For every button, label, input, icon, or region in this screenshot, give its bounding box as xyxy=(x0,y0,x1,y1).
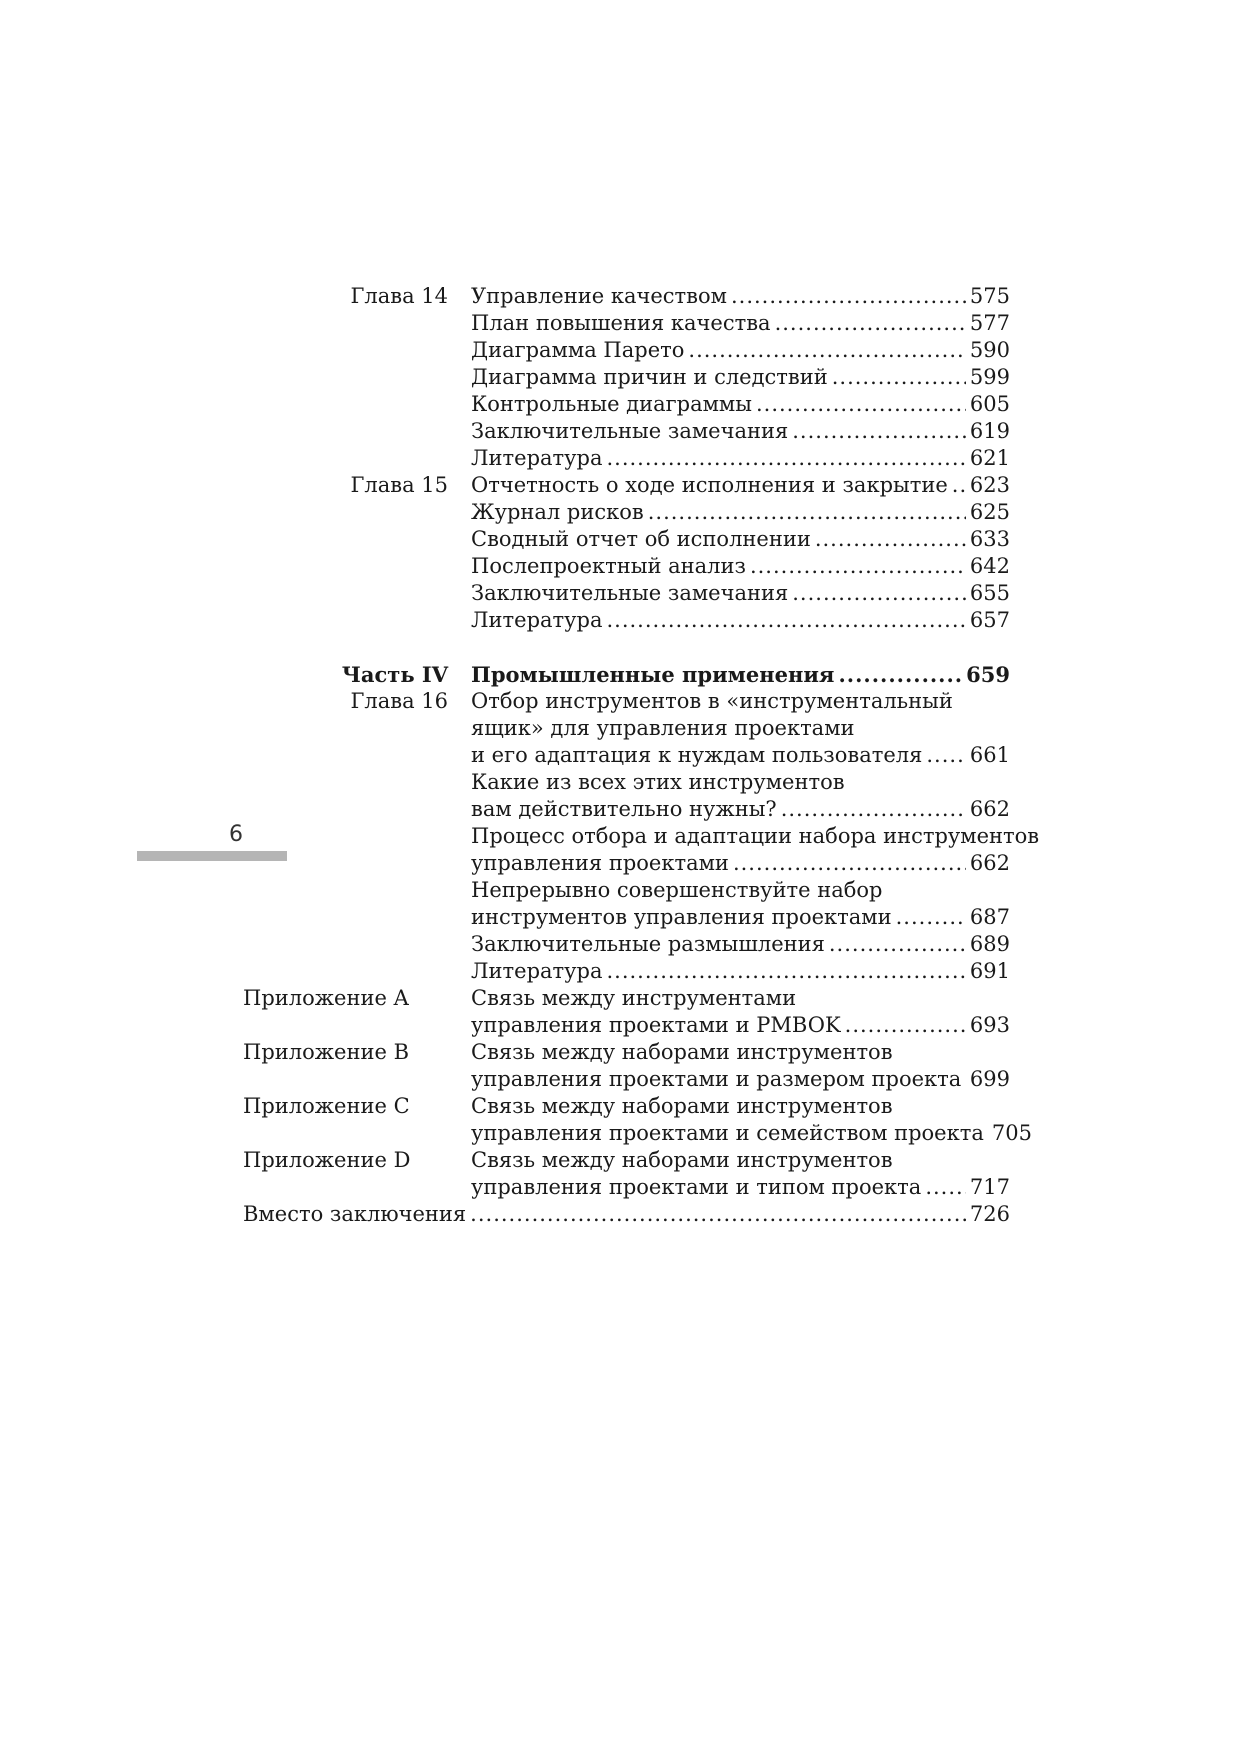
toc-entry[interactable] xyxy=(471,553,1010,580)
toc-title: Литература xyxy=(471,608,603,632)
toc-title: Связь между наборами инструментов xyxy=(471,1148,893,1172)
toc-entry[interactable] xyxy=(471,1012,1010,1039)
toc-title: Диаграмма причин и следствий xyxy=(471,365,828,389)
toc-row xyxy=(300,1174,1010,1201)
toc-title: ящик» для управления проектами xyxy=(471,716,855,740)
toc-title: управления проектами и размером проекта xyxy=(471,1067,962,1091)
toc-title: Какие из всех этих инструментов xyxy=(471,770,845,794)
page-number-bar xyxy=(137,851,287,861)
toc-row xyxy=(300,364,1010,391)
toc-entry[interactable] xyxy=(471,1093,1010,1120)
toc-entry[interactable] xyxy=(471,877,1010,904)
toc-title: Вместо заключения xyxy=(243,1202,467,1226)
leader-dots xyxy=(896,904,966,931)
toc-row xyxy=(300,418,1010,445)
toc-entry[interactable] xyxy=(471,445,1010,472)
toc-entry[interactable] xyxy=(471,283,1010,310)
toc-entry[interactable] xyxy=(471,580,1010,607)
toc-page: 599 xyxy=(969,365,1010,389)
toc-title: План повышения качества xyxy=(471,311,771,335)
leader-dots xyxy=(832,364,966,391)
leader-dots xyxy=(688,337,966,364)
toc-page: 577 xyxy=(969,311,1010,335)
table-of-contents xyxy=(243,283,1040,1228)
toc-title: Журнал рисков xyxy=(471,500,644,524)
toc-chapter-label: Глава 15 xyxy=(350,473,448,497)
toc-entry[interactable] xyxy=(471,1039,1010,1066)
leader-dots xyxy=(750,553,966,580)
toc-title: Связь между наборами инструментов xyxy=(471,1040,893,1064)
leader-dots xyxy=(815,526,966,553)
toc-title: Непрерывно совершенствуйте набор xyxy=(471,878,883,902)
toc-entry[interactable] xyxy=(471,607,1010,634)
toc-row xyxy=(300,715,1010,742)
leader-dots xyxy=(952,472,966,499)
toc-appendix-label: Приложение A xyxy=(243,986,409,1010)
toc-appendix-label: Приложение B xyxy=(243,1040,410,1064)
toc-title: Заключительные замечания xyxy=(471,419,789,443)
page-number: 6 xyxy=(229,822,243,847)
toc-page: 605 xyxy=(969,392,1010,416)
toc-page: 655 xyxy=(969,581,1010,605)
toc-title: Послепроектный анализ xyxy=(471,554,746,578)
toc-page: 642 xyxy=(969,554,1010,578)
toc-page: 662 xyxy=(969,851,1010,875)
leader-dots xyxy=(606,445,965,472)
toc-page: 699 xyxy=(969,1067,1010,1091)
toc-row xyxy=(300,391,1010,418)
leader-dots xyxy=(733,850,966,877)
section-spacer xyxy=(300,634,1010,661)
toc-page: 689 xyxy=(969,932,1010,956)
toc-title: Процесс отбора и адаптации набора инструментов xyxy=(471,824,1040,848)
toc-row xyxy=(243,1039,1010,1066)
toc-page: 633 xyxy=(969,527,1010,551)
toc-entry[interactable] xyxy=(471,688,1010,715)
toc-appendix-label: Приложение D xyxy=(243,1148,411,1172)
leader-dots xyxy=(838,661,962,688)
toc-title: Связь между наборами инструментов xyxy=(471,1094,893,1118)
toc-entry[interactable] xyxy=(471,310,1010,337)
toc-entry[interactable] xyxy=(471,742,1010,769)
toc-entry[interactable] xyxy=(471,769,1010,796)
toc-title: Связь между инструментами xyxy=(471,986,797,1010)
toc-page: 659 xyxy=(966,662,1010,687)
toc-title: Диаграмма Парето xyxy=(471,338,685,362)
toc-page: 621 xyxy=(969,446,1010,470)
toc-page: 623 xyxy=(969,473,1010,497)
toc-row xyxy=(243,1093,1010,1120)
toc-row xyxy=(300,553,1010,580)
leader-dots xyxy=(606,607,965,634)
toc-entry[interactable] xyxy=(471,337,1010,364)
leader-dots xyxy=(781,796,966,823)
toc-entry[interactable] xyxy=(471,1120,1032,1147)
toc-row xyxy=(300,823,1040,850)
toc-row xyxy=(300,742,1010,769)
toc-page: 662 xyxy=(969,797,1010,821)
toc-title: инструментов управления проектами xyxy=(471,905,892,929)
leader-dots xyxy=(925,1174,966,1201)
toc-title: управления проектами и семейством проекта xyxy=(471,1121,984,1145)
toc-row xyxy=(300,310,1010,337)
toc-title: Отчетность о ходе исполнения и закрытие xyxy=(471,473,948,497)
toc-row-part xyxy=(300,661,1010,688)
toc-page: 575 xyxy=(969,284,1010,308)
toc-entry[interactable] xyxy=(471,985,1010,1012)
toc-chapter-label: Глава 14 xyxy=(350,284,448,308)
toc-row xyxy=(300,877,1010,904)
leader-dots xyxy=(829,931,966,958)
toc-page: 726 xyxy=(969,1202,1010,1226)
toc-entry[interactable] xyxy=(471,526,1010,553)
toc-page: 590 xyxy=(969,338,1010,362)
toc-entry[interactable] xyxy=(471,418,1010,445)
toc-page: 625 xyxy=(969,500,1010,524)
toc-row xyxy=(243,1201,1010,1228)
toc-title: управления проектами и PMBOK xyxy=(471,1013,841,1037)
toc-row xyxy=(300,769,1010,796)
toc-entry[interactable] xyxy=(471,715,1010,742)
toc-row xyxy=(300,958,1010,985)
toc-title: управления проектами xyxy=(471,851,729,875)
toc-entry[interactable] xyxy=(471,499,1010,526)
toc-title: Управление качеством xyxy=(471,284,727,308)
toc-entry[interactable] xyxy=(471,958,1010,985)
toc-entry[interactable] xyxy=(471,661,1010,688)
toc-title: Промышленные применения xyxy=(471,662,835,687)
toc-row xyxy=(300,283,1010,310)
toc-title: и его адаптация к нуждам пользователя xyxy=(471,743,923,767)
toc-row xyxy=(300,1012,1010,1039)
toc-entry[interactable] xyxy=(471,850,1010,877)
toc-entry[interactable] xyxy=(471,904,1010,931)
toc-title: Литература xyxy=(471,446,603,470)
leader-dots xyxy=(792,418,966,445)
leader-dots xyxy=(648,499,966,526)
toc-row xyxy=(300,931,1010,958)
toc-entry[interactable] xyxy=(243,1201,1010,1228)
leader-dots xyxy=(965,1066,966,1093)
toc-part-label: Часть IV xyxy=(341,662,448,687)
leader-dots xyxy=(775,310,966,337)
toc-page: 657 xyxy=(969,608,1010,632)
toc-page: 687 xyxy=(969,905,1010,929)
leader-dots xyxy=(606,958,965,985)
toc-entry[interactable] xyxy=(471,391,1010,418)
toc-title: Заключительные замечания xyxy=(471,581,789,605)
toc-title: Отбор инструментов в «инструментальный xyxy=(471,689,953,713)
toc-row xyxy=(300,472,1010,499)
toc-row xyxy=(300,904,1010,931)
toc-row xyxy=(300,337,1010,364)
toc-entry[interactable] xyxy=(471,931,1010,958)
toc-title: Сводный отчет об исполнении xyxy=(471,527,811,551)
toc-row xyxy=(300,1120,1032,1147)
toc-entry[interactable] xyxy=(471,1147,1010,1174)
toc-title: Литература xyxy=(471,959,603,983)
toc-page: 705 xyxy=(991,1121,1032,1145)
toc-page: 693 xyxy=(969,1013,1010,1037)
toc-row xyxy=(300,499,1010,526)
toc-row xyxy=(300,850,1010,877)
leader-dots xyxy=(756,391,966,418)
toc-row xyxy=(300,796,1010,823)
leader-dots xyxy=(731,283,966,310)
leader-dots xyxy=(470,1201,966,1228)
toc-title: Заключительные размышления xyxy=(471,932,825,956)
toc-row xyxy=(300,580,1010,607)
toc-entry[interactable] xyxy=(471,472,1010,499)
toc-page: 661 xyxy=(969,743,1010,767)
toc-row xyxy=(300,445,1010,472)
leader-dots xyxy=(792,580,966,607)
toc-entry[interactable] xyxy=(471,823,1040,850)
toc-row xyxy=(300,1066,1010,1093)
toc-page: 619 xyxy=(969,419,1010,443)
toc-row xyxy=(300,607,1010,634)
toc-title: вам действительно нужны? xyxy=(471,797,777,821)
leader-dots xyxy=(845,1012,966,1039)
leader-dots xyxy=(926,742,966,769)
toc-title: управления проектами и типом проекта xyxy=(471,1175,922,1199)
toc-entry[interactable] xyxy=(471,796,1010,823)
toc-entry[interactable] xyxy=(471,1174,1010,1201)
toc-entry[interactable] xyxy=(471,1066,1010,1093)
toc-appendix-label: Приложение C xyxy=(243,1094,410,1118)
toc-title: Контрольные диаграммы xyxy=(471,392,752,416)
toc-row xyxy=(300,526,1010,553)
toc-page: 691 xyxy=(969,959,1010,983)
toc-row xyxy=(300,688,1010,715)
toc-entry[interactable] xyxy=(471,364,1010,391)
toc-row xyxy=(243,1147,1010,1174)
toc-page: 717 xyxy=(969,1175,1010,1199)
toc-row xyxy=(243,985,1010,1012)
toc-chapter-label: Глава 16 xyxy=(350,689,448,713)
